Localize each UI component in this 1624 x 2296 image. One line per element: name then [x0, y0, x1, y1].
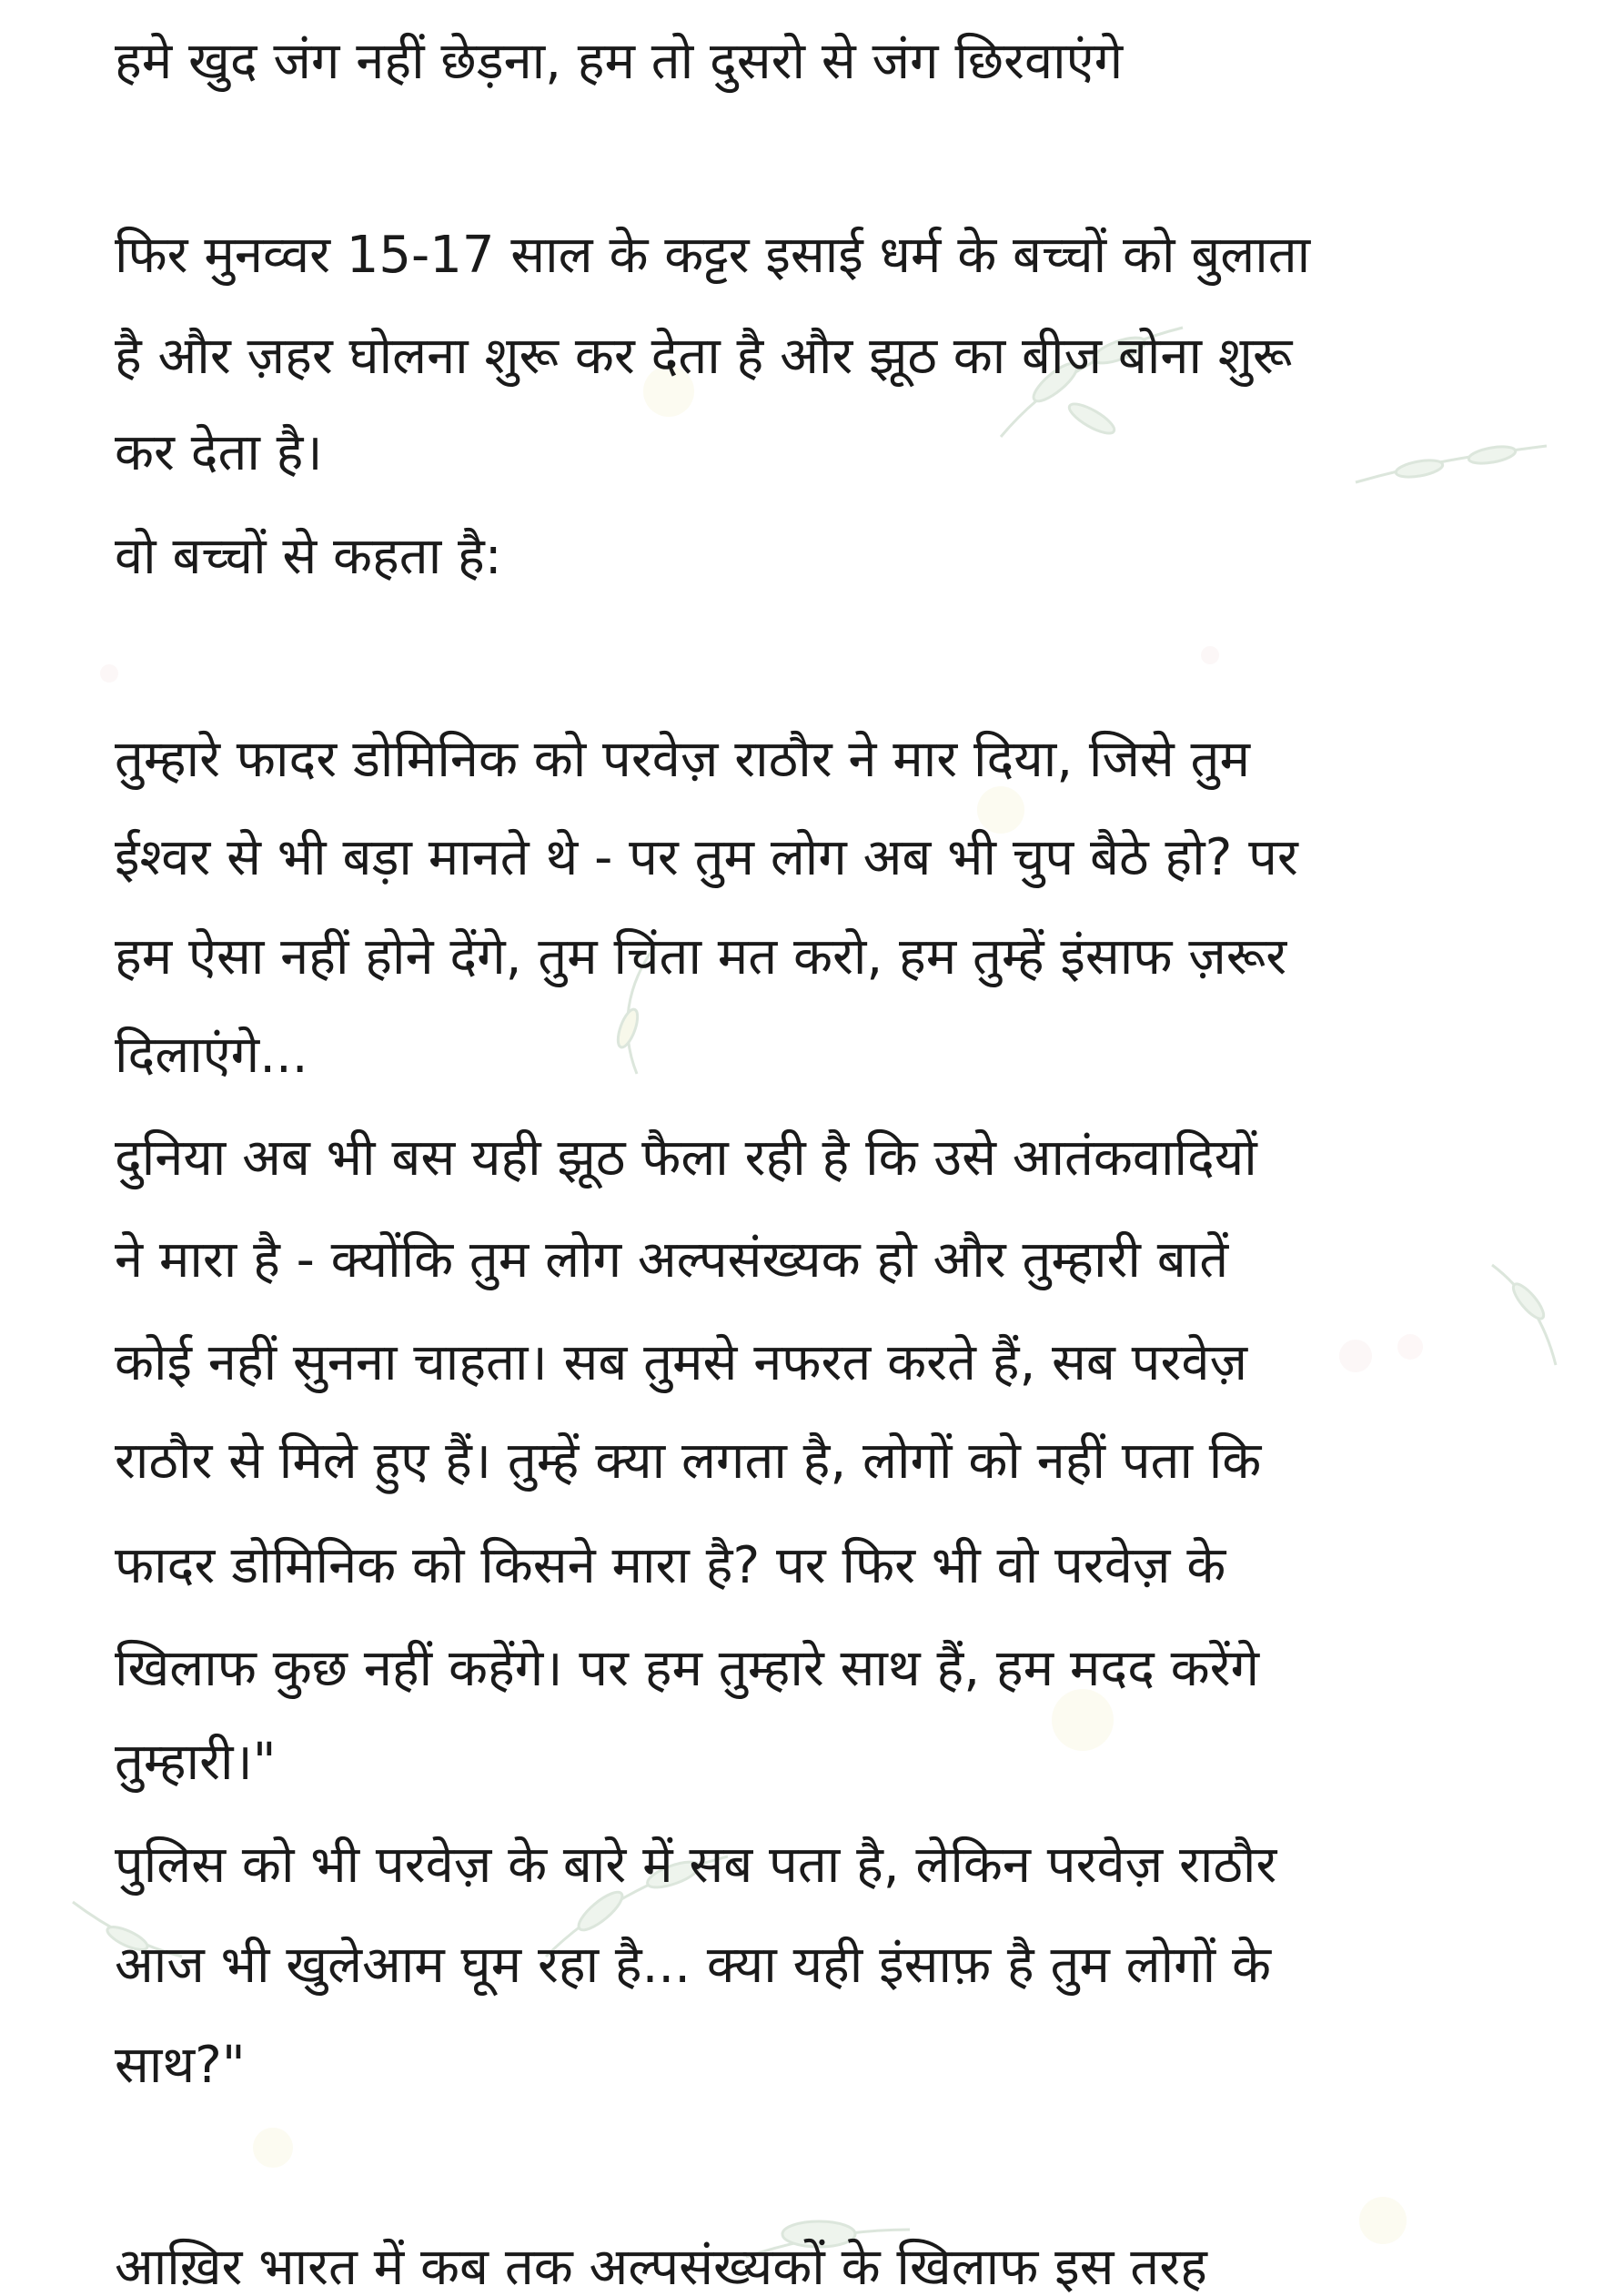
- text-line: तुम्हारी।": [115, 1733, 277, 1792]
- text-line: साथ?": [115, 2036, 246, 2095]
- text-line: आज भी खुलेआम घूम रहा है... क्या यही इंसाफ़ है तुम लोगों के: [115, 1936, 1271, 1995]
- text-line: फादर डोमिनिक को किसने मारा है? पर फिर भी वो परवेज़ के: [115, 1536, 1226, 1595]
- text-line: हम ऐसा नहीं होने देंगे, तुम चिंता मत करो, हम तुम्हें इंसाफ ज़रूर: [115, 927, 1287, 986]
- text-line: पुलिस को भी परवेज़ के बारे में सब पता है, लेकिन परवेज़ राठौर: [115, 1836, 1277, 1895]
- text-line: हमे खुद जंग नहीं छेड़ना, हम तो दुसरो से जंग छिरवाएंगे: [115, 32, 1124, 91]
- text-line: आख़िर भारत में कब तक अल्पसंख्यकों के खिलाफ इस तरह: [115, 2238, 1207, 2296]
- text-line: कर देता है।: [115, 423, 323, 482]
- text-line: कोई नहीं सुनना चाहता। सब तुमसे नफरत करते हैं, सब परवेज़: [115, 1333, 1248, 1392]
- text-line: ने मारा है - क्योंकि तुम लोग अल्पसंख्यक हो और तुम्हारी बातें: [115, 1230, 1229, 1290]
- text-line: है और ज़हर घोलना शुरू कर देता है और झूठ का बीज बोना शुरू: [115, 327, 1293, 386]
- text-line: फिर मुनव्वर 15-17 साल के कट्टर इसाई धर्म के बच्चों को बुलाता: [115, 226, 1311, 285]
- text-line: तुम्हारे फादर डोमिनिक को परवेज़ राठौर ने मार दिया, जिसे तुम: [115, 730, 1250, 789]
- text-line: राठौर से मिले हुए हैं। तुम्हें क्या लगता है, लोगों को नहीं पता कि: [115, 1431, 1262, 1491]
- text-line: खिलाफ कुछ नहीं कहेंगे। पर हम तुम्हारे साथ हैं, हम मदद करेंगे: [115, 1639, 1260, 1698]
- text-line: दिलाएंगे...: [115, 1026, 308, 1085]
- text-line: दुनिया अब भी बस यही झूठ फैला रही है कि उसे आतंकवादियों: [115, 1128, 1257, 1188]
- text-line: ईश्वर से भी बड़ा मानते थे - पर तुम लोग अब भी चुप बैठे हो? पर: [115, 828, 1298, 887]
- text-line: वो बच्चों से कहता है:: [115, 527, 502, 586]
